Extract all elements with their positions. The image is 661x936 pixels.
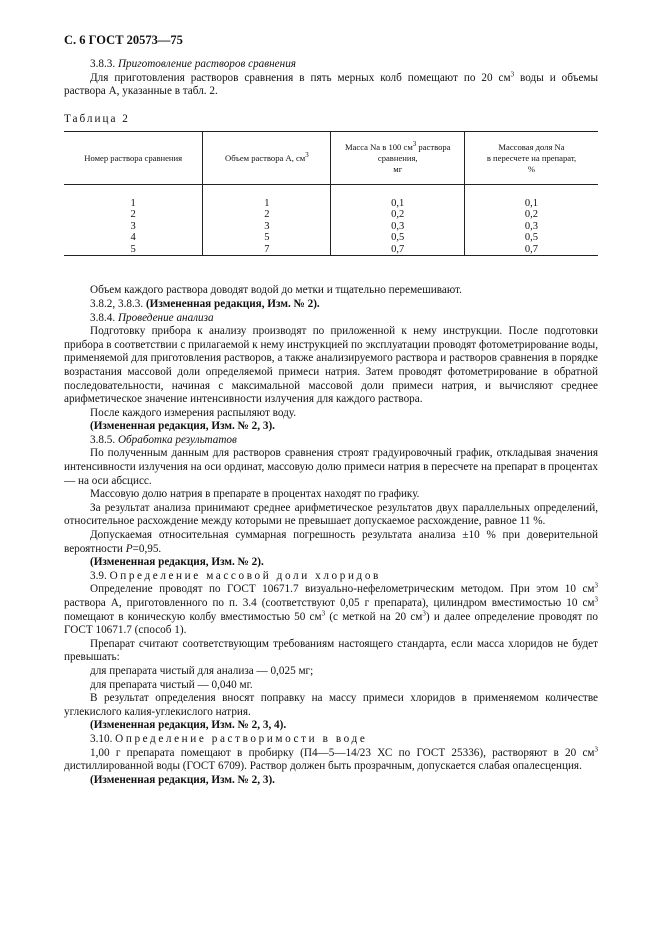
paragraph: Массовую долю натрия в препарате в процентах находят по графику. — [90, 488, 420, 501]
section-3-10-heading — [64, 733, 598, 747]
section-number: 3.10. — [90, 732, 113, 745]
section-3-8-4-heading — [64, 312, 598, 326]
paragraph: В результат определения вносят поправку на массу примеси хлоридов в применяемом количестве углекислого калия-углекислого натрия. — [64, 692, 598, 718]
list-item: для препарата чистый — 0,040 мг. — [90, 678, 253, 691]
section-title: Обработка результатов — [117, 433, 237, 446]
table-2 — [64, 131, 598, 256]
section-3-8-5-heading — [64, 434, 598, 448]
paragraph: Определение проводят по ГОСТ 10671.7 визуально-нефелометрическим методом. При этом 10 $см^3$ раствора А, приготовленного по п. 3.4 (соответствуют 0,05 г препарата), цилиндром вместимостью 10 $см^3$ помещают в коническую колбу вместимостью 50 $см^3$ (с меткой на 20 $см^3$) и далее определение проводят по ГОСТ 10671.7 (способ 1). — [64, 581, 598, 637]
section-3-8-3-heading — [64, 58, 598, 72]
list-item: для препарата чистый для анализа — 0,025 мг; — [90, 664, 314, 677]
amendment-note: (Измененная редакция, Изм. № 2, 3, 4). — [90, 719, 287, 732]
table-row: 4 5 0,5 0,5 — [64, 232, 598, 244]
section-number: 3.8.3. — [90, 58, 116, 70]
paragraph: Для приготовления растворов сравнения в пять мерных колб помещают по 20 $см^3$ воды и объемы раствора А, указанные в табл. 2. — [64, 69, 598, 98]
table-row: 5 7 0,7 0,7 — [64, 244, 598, 256]
section-number: 3.8.5. — [90, 433, 116, 446]
column-header: Масса Na в 100 $см^3$ раствора сравнения, мг — [331, 132, 465, 185]
paragraph: Объем каждого раствора доводят водой до метки и тщательно перемешивают. — [90, 284, 462, 297]
paragraph: 1,00 г препарата помещают в пробирку (П4—5—14/23 ХС по ГОСТ 25336), растворяют в 20 $см^3$ дистиллированной воды (ГОСТ 6709). Раствор должен быть прозрачным, допускается слабая опалесценция. — [64, 744, 598, 773]
paragraph: По полученным данным для растворов сравнения строят градуировочный график, откладывая значения интенсивности излучения на оси ординат, массовую долю примеси натрия в пересчете на препарат в процентах — на оси абсцисс. — [64, 447, 598, 487]
section-number: 3.8.4. — [90, 311, 116, 324]
paragraph: Препарат считают соответствующим требованиям настоящего стандарта, если масса хлоридов не будет превышать: — [64, 637, 598, 664]
column-header: Номер раствора сравнения — [64, 132, 203, 185]
table-header-row — [64, 132, 598, 185]
page-header: С. 6 ГОСТ 20573—75 — [64, 33, 183, 47]
table-row: 2 2 0,2 0,2 — [64, 209, 598, 221]
paragraph: Допускаемая относительная суммарная погрешность результата анализа ±10 % при доверительной вероятности Р=0,95. — [64, 529, 598, 555]
section-title: Определение массовой доли хлоридов — [109, 569, 381, 582]
section-3-9-heading — [64, 570, 598, 584]
amendment-note: (Измененная редакция, Изм. № 2). — [90, 556, 264, 569]
paragraph: За результат анализа принимают среднее арифметическое результатов двух параллельных определений, относительное расхождение между которыми не превышает допускаемое расхождение, равное 11 %. — [64, 501, 598, 528]
amendment-note: (Измененная редакция, Изм. № 2, 3). — [90, 773, 275, 786]
table-row: 1 1 0,1 0,1 — [64, 185, 598, 209]
column-header: Объем раствора А, $см^3$ — [203, 132, 331, 185]
section-number: 3.9. — [90, 569, 107, 582]
section-title: Определение растворимости в воде — [115, 732, 368, 745]
paragraph: После каждого измерения распыляют воду. — [90, 406, 297, 419]
amendment-note: 3.8.2, 3.8.3. (Измененная редакция, Изм. № 2). — [90, 297, 320, 310]
document-body — [64, 58, 598, 787]
table-row: 3 3 0,3 0,3 — [64, 221, 598, 233]
paragraph: Подготовку прибора к анализу производят по приложенной к нему инструкции. После подготовки прибора в соответствии с прилагаемой к нему инструкцией по эксплуатации проводят фотометрирование воды, применяемой для приготовления растворов, а также анализируемого раствора и растворов сравнения в порядке возрастания массовой доли определяемой примеси натрия. Затем проводят фотометрирование в обратной последовательности, начиная с максимальной массовой доли примеси натрия, и вычисляют среднее арифметическое значение интенсивности излучения для каждого раствора. — [64, 325, 598, 406]
section-title: Проведение анализа — [117, 311, 214, 324]
column-header: Массовая доля Na в пересчете на препарат, % — [464, 132, 598, 185]
table-caption: Таблица 2 — [64, 112, 130, 125]
amendment-note: (Измененная редакция, Изм. № 2, 3). — [90, 420, 275, 433]
section-title: Приготовление растворов сравнения — [117, 58, 296, 70]
